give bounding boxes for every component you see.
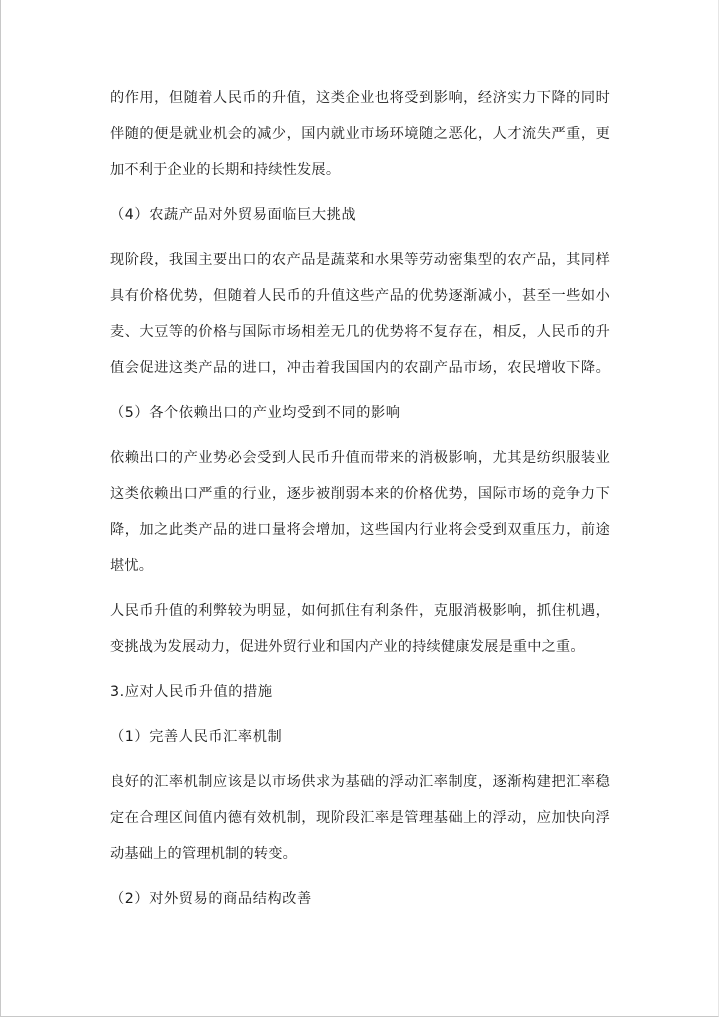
- paragraph-line: 现阶段，我国主要出口的农产品是蔬菜和水果等劳动密集型的农产品，其同样: [110, 252, 610, 268]
- paragraph-line: 依赖出口的产业势必会受到人民币升值而带来的消极影响，尤其是纺织服装业: [110, 450, 610, 466]
- subsection-heading-1: （1）完善人民币汇率机制: [110, 729, 283, 745]
- paragraph-line: 麦、大豆等的价格与国际市场相差无几的优势将不复存在，相反，人民币的升: [110, 324, 610, 340]
- paragraph-line: 良好的汇率机制应该是以市场供求为基础的浮动汇率制度，逐渐构建把汇率稳: [110, 774, 610, 790]
- paragraph-line: 值会促进这类产品的进口，冲击着我国国内的农副产品市场，农民增收下降。: [110, 360, 610, 376]
- paragraph-line: 伴随的便是就业机会的减少，国内就业市场环境随之恶化，人才流失严重，更: [110, 126, 610, 142]
- paragraph-line: 堪忧。: [110, 558, 154, 574]
- paragraph-line: 变挑战为发展动力，促进外贸行业和国内产业的持续健康发展是重中之重。: [110, 639, 585, 655]
- paragraph-line: 动基础上的管理机制的转变。: [110, 846, 298, 862]
- section-title-3: 3.应对人民币升值的措施: [110, 684, 273, 700]
- paragraph-line: 定在合理区间值内德有效机制，现阶段汇率是管理基础上的浮动，应加快向浮: [110, 810, 610, 826]
- subsection-heading-2: （2）对外贸易的商品结构改善: [110, 891, 312, 907]
- paragraph-line: 加不利于企业的长期和持续性发展。: [110, 162, 341, 178]
- paragraph-line: 具有价格优势，但随着人民币的升值这些产品的优势逐渐减小，甚至一些如小: [110, 288, 610, 304]
- paragraph-line: 的作用，但随着人民币的升值，这类企业也将受到影响，经济实力下降的同时: [110, 90, 610, 106]
- section-heading-5: （5）各个依赖出口的产业均受到不同的影响: [110, 405, 401, 421]
- paragraph-line: 人民币升值的利弊较为明显，如何抓住有利条件，克服消极影响，抓住机遇，: [110, 603, 610, 619]
- paragraph-line: 降，加之此类产品的进口量将会增加，这些国内行业将会受到双重压力，前途: [110, 522, 610, 538]
- section-heading-4: （4）农蔬产品对外贸易面临巨大挑战: [110, 207, 357, 223]
- paragraph-line: 这类依赖出口严重的行业，逐步被削弱本来的价格优势，国际市场的竞争力下: [110, 486, 610, 502]
